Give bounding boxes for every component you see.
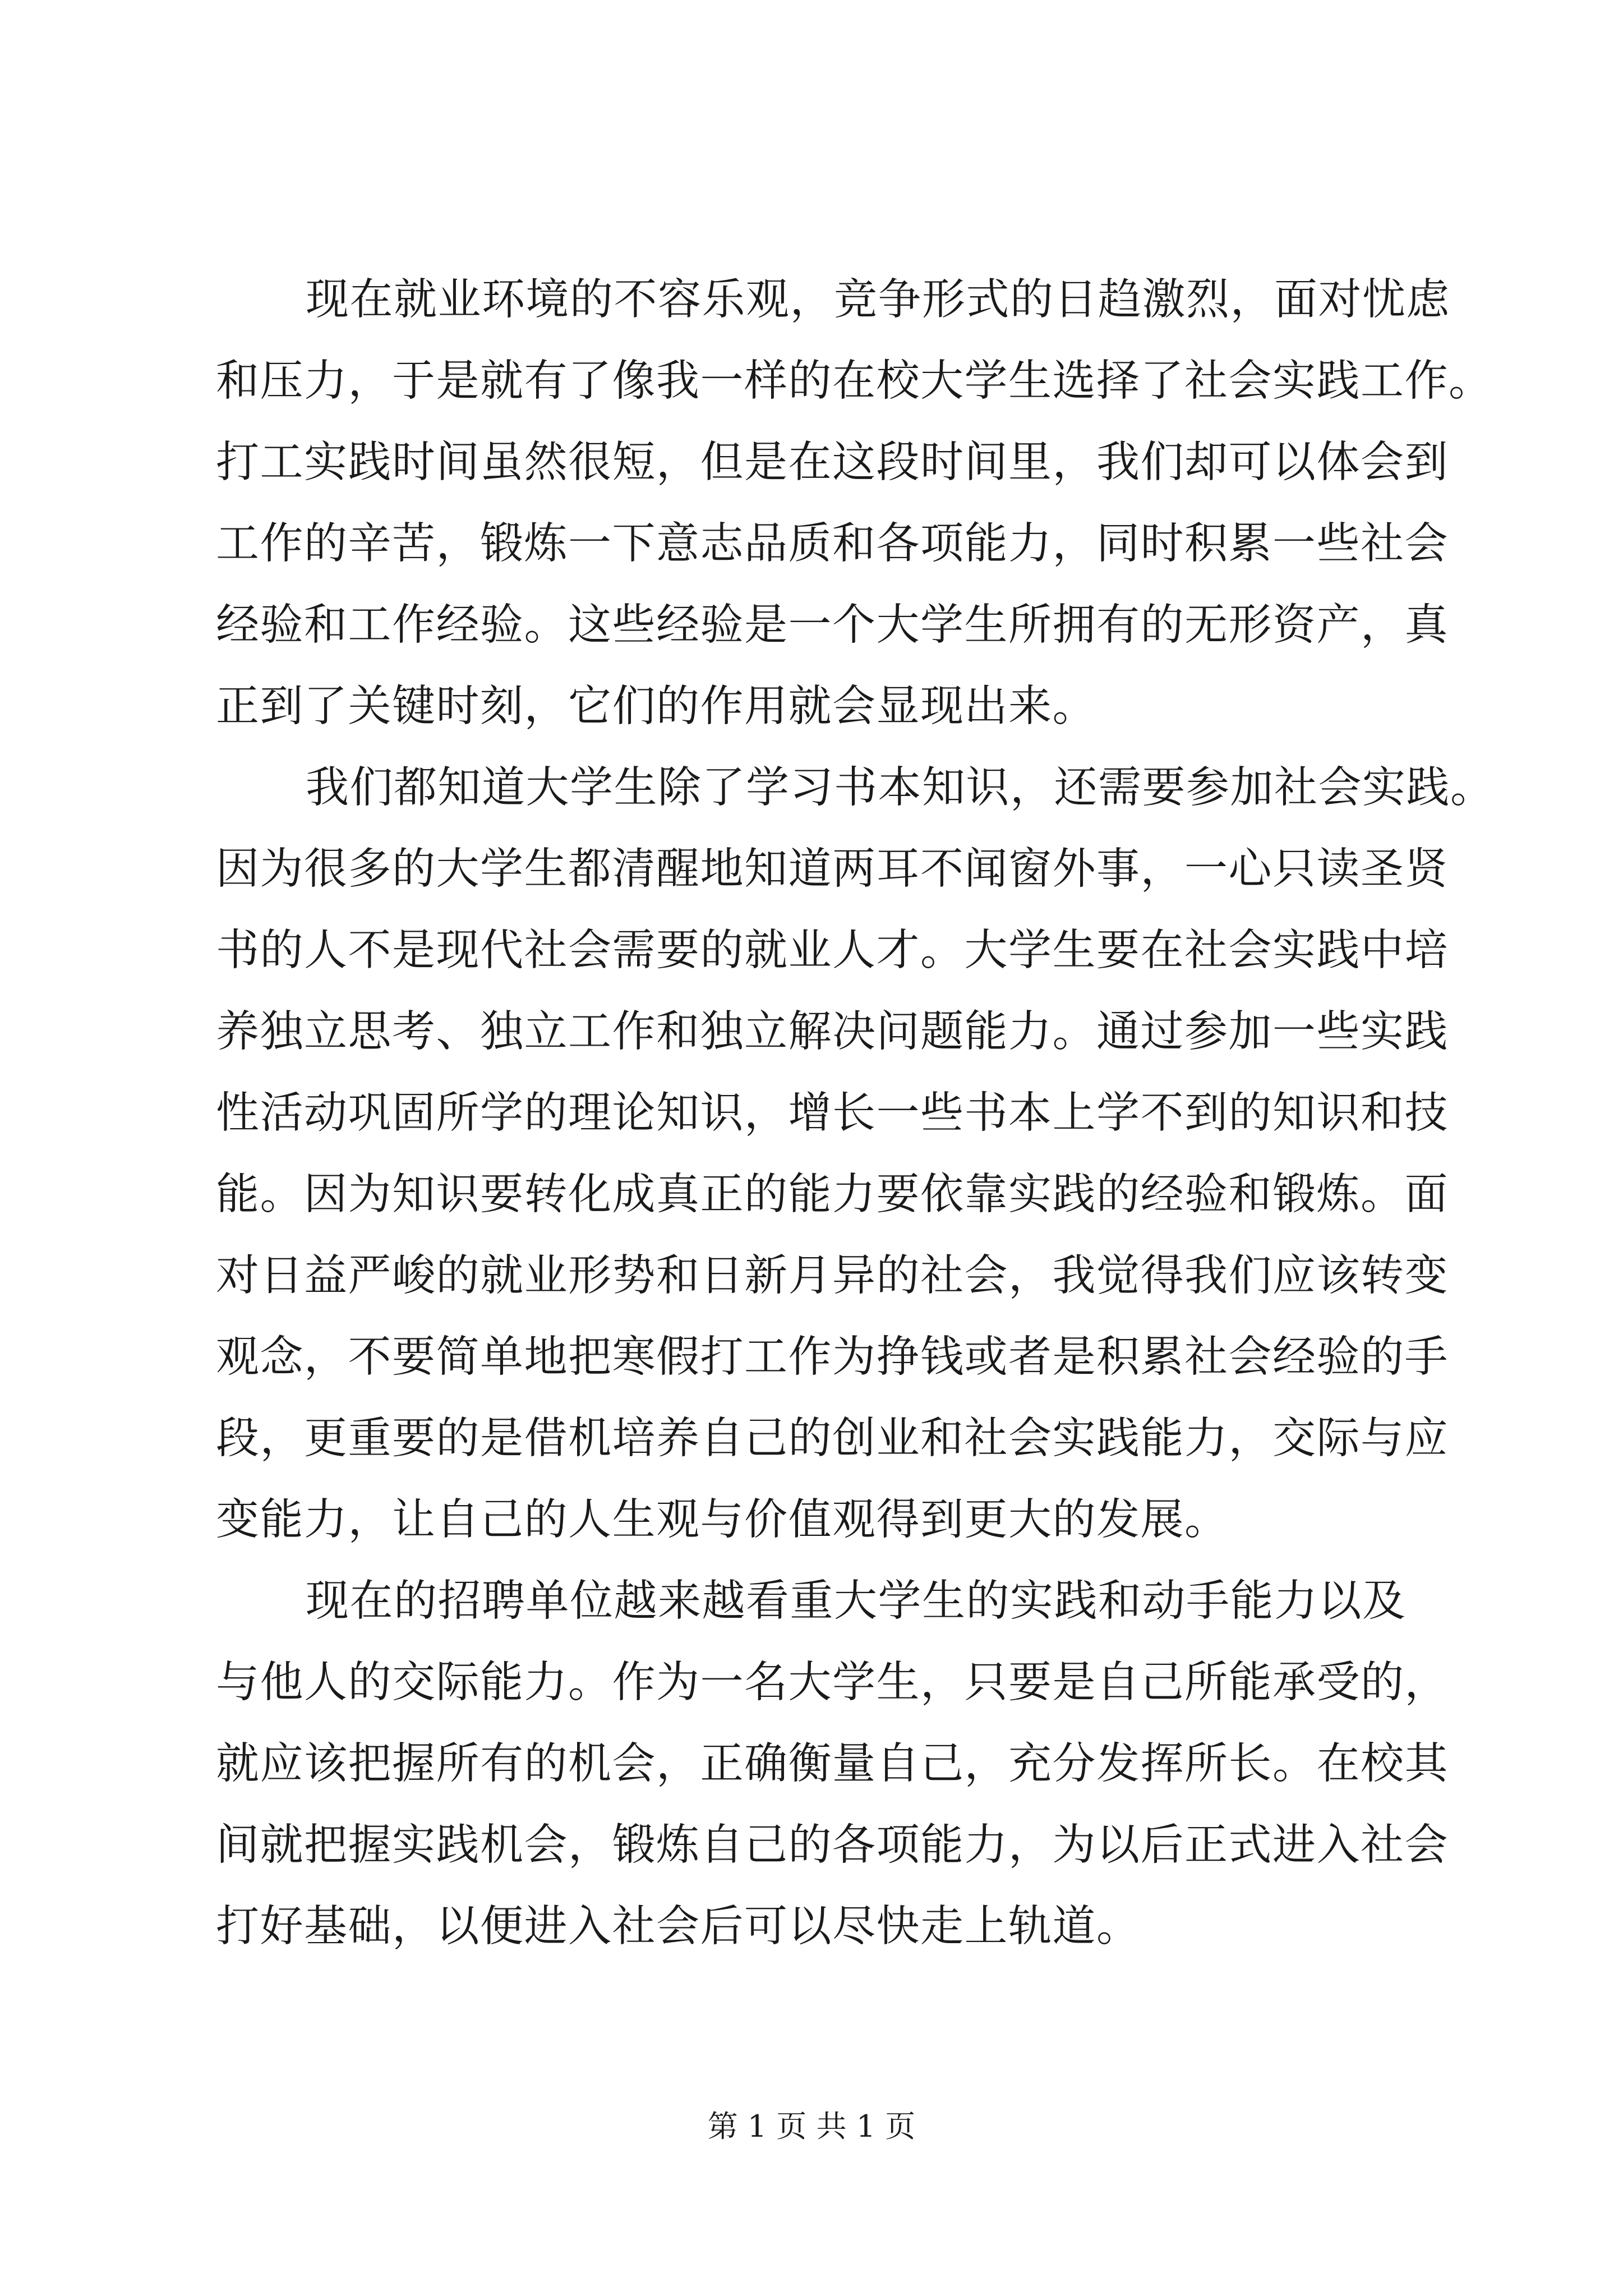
paragraph-line: 打好基础，以便进入社会后可以尽快走上轨道。: [216, 1902, 1141, 1952]
paragraph-line: 间就把握实践机会，锻炼自己的各项能力，为以后正式进入社会: [216, 1820, 1449, 1870]
paragraph-line: 和压力，于是就有了像我一样的在校大学生选择了社会实践工作。: [216, 356, 1493, 406]
paragraph-line: 性活动巩固所学的理论知识，增长一些书本上学不到的知识和技: [216, 1088, 1449, 1138]
paragraph-line: 书的人不是现代社会需要的就业人才。大学生要在社会实践中培: [216, 926, 1449, 976]
paragraph-2: [216, 747, 1495, 1561]
paragraph-line: 正到了关键时刻，它们的作用就会显现出来。: [216, 682, 1096, 731]
paragraph-line: 工作的辛苦，锻炼一下意志品质和各项能力，同时积累一些社会: [216, 519, 1449, 569]
paragraph-line: 变能力，让自己的人生观与价值观得到更大的发展。: [216, 1495, 1229, 1545]
paragraph-line: 对日益严峻的就业形势和日新月异的社会，我觉得我们应该转变: [216, 1251, 1449, 1301]
paragraph-line: 打工实践时间虽然很短，但是在这段时间里，我们却可以体会到: [216, 438, 1449, 487]
paragraph-line: 因为很多的大学生都清醒地知道两耳不闻窗外事，一心只读圣贤: [216, 844, 1449, 894]
paragraph-1: [216, 259, 1493, 747]
paragraph-line: 就应该把握所有的机会，正确衡量自己，充分发挥所长。在校其: [216, 1739, 1449, 1789]
document-body: [216, 259, 1495, 1967]
paragraph-line: 我们都知道大学生除了学习书本知识，还需要参加社会实践。: [306, 763, 1495, 813]
paragraph-line: 段，更重要的是借机培养自己的创业和社会实践能力，交际与应: [216, 1414, 1449, 1464]
paragraph-3: [216, 1561, 1449, 1967]
paragraph-line: 观念，不要简单地把寒假打工作为挣钱或者是积累社会经验的手: [216, 1332, 1449, 1382]
paragraph-line: 经验和工作经验。这些经验是一个大学生所拥有的无形资产，真: [216, 600, 1449, 650]
paragraph-line: 与他人的交际能力。作为一名大学生，只要是自己所能承受的，: [216, 1658, 1449, 1708]
page-footer: 第 1 页 共 1 页: [707, 2109, 916, 2144]
paragraph-line: 能。因为知识要转化成真正的能力要依靠实践的经验和锻炼。面: [216, 1170, 1449, 1220]
paragraph-line: 现在的招聘单位越来越看重大学生的实践和动手能力以及: [306, 1576, 1407, 1626]
paragraph-line: 养独立思考、独立工作和独立解决问题能力。通过参加一些实践: [216, 1007, 1449, 1057]
paragraph-line: 现在就业环境的不容乐观，竞争形式的日趋激烈，面对忧虑: [306, 275, 1450, 325]
